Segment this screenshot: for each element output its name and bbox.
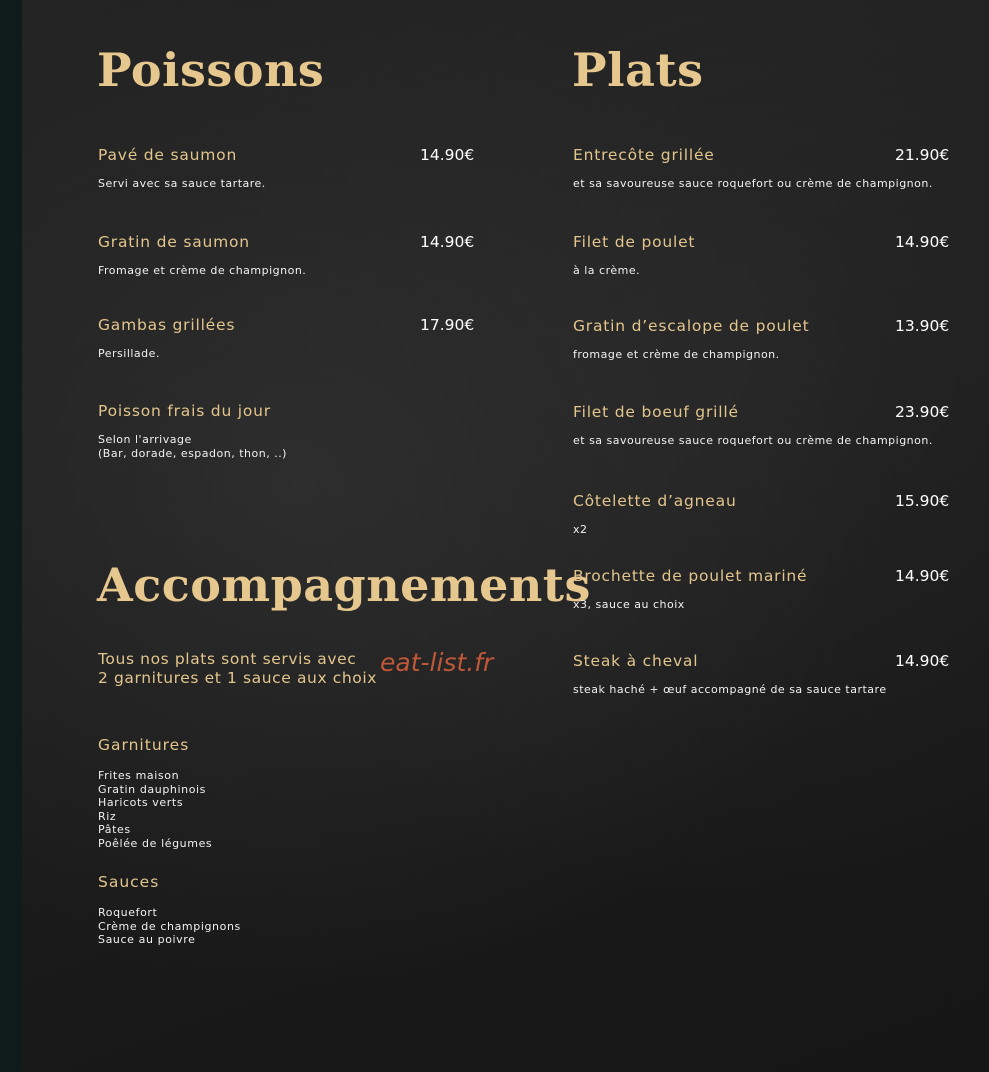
item-description: x2 bbox=[573, 523, 588, 536]
item-name: Gratin d’escalope de poulet bbox=[573, 317, 810, 335]
item-name: Filet de boeuf grillé bbox=[573, 403, 739, 421]
sauces-title: Sauces bbox=[98, 873, 160, 891]
item-description: à la crème. bbox=[573, 264, 641, 277]
item-price: 13.90€ bbox=[895, 317, 950, 335]
left-edge-strip bbox=[0, 0, 22, 1072]
watermark: eat-list.fr bbox=[380, 648, 494, 677]
item-description: Selon l'arrivage (Bar, dorade, espadon, thon, ..) bbox=[98, 433, 287, 460]
item-price: 23.90€ bbox=[895, 403, 950, 421]
list-item: Crème de champignons bbox=[98, 919, 241, 933]
menu-item-cotelette-agneau bbox=[573, 494, 973, 544]
list-item: Riz bbox=[98, 809, 117, 823]
poissons-title: Poissons bbox=[97, 43, 325, 97]
list-item: Pâtes bbox=[98, 823, 131, 837]
item-description: Fromage et crème de champignon. bbox=[98, 264, 307, 277]
item-description: Servi avec sa sauce tartare. bbox=[98, 177, 266, 190]
item-description: steak haché + œuf accompagné de sa sauce tartare bbox=[573, 683, 887, 696]
item-name: Côtelette d’agneau bbox=[573, 492, 737, 510]
accompagnements-intro-line-1: Tous nos plats sont servis avec bbox=[98, 650, 357, 668]
item-name: Poisson frais du jour bbox=[98, 402, 271, 420]
item-description: et sa savoureuse sauce roquefort ou crème de champignon. bbox=[573, 434, 933, 447]
item-name: Steak à cheval bbox=[573, 652, 699, 670]
item-price: 17.90€ bbox=[420, 316, 475, 334]
list-item: Roquefort bbox=[98, 906, 158, 919]
list-item: Sauce au poivre bbox=[98, 933, 196, 947]
item-name: Gambas grillées bbox=[98, 316, 236, 334]
accompagnements-intro-line-2: 2 garnitures et 1 sauce aux choix bbox=[98, 669, 378, 687]
menu-item-entrecote-grillee bbox=[573, 148, 973, 198]
menu-item-gratin-escalope-poulet bbox=[573, 319, 973, 369]
item-price: 14.90€ bbox=[420, 233, 475, 251]
list-item: Haricots verts bbox=[98, 796, 184, 810]
list-item: Poêlée de légumes bbox=[98, 836, 213, 850]
menu-item-pave-de-saumon bbox=[98, 148, 478, 198]
menu-item-filet-de-poulet bbox=[573, 235, 973, 285]
item-price: 14.90€ bbox=[895, 233, 950, 251]
plats-title: Plats bbox=[572, 43, 704, 97]
item-description: et sa savoureuse sauce roquefort ou crème de champignon. bbox=[573, 177, 933, 190]
menu-item-poisson-frais-du-jour bbox=[98, 404, 478, 468]
item-price: 14.90€ bbox=[895, 652, 950, 670]
menu-item-filet-de-boeuf-grille bbox=[573, 405, 973, 455]
list-item: Gratin dauphinois bbox=[98, 782, 207, 796]
item-name: Entrecôte grillée bbox=[573, 146, 715, 164]
garnitures-list bbox=[98, 769, 212, 851]
menu-item-brochette-poulet-marine bbox=[573, 569, 973, 619]
accompagnements-title: Accompagnements bbox=[97, 558, 591, 612]
menu-item-gratin-de-saumon bbox=[98, 235, 478, 285]
item-name: Pavé de saumon bbox=[98, 146, 238, 164]
list-item: Frites maison bbox=[98, 769, 180, 782]
item-price: 15.90€ bbox=[895, 492, 950, 510]
sauces-list bbox=[98, 906, 241, 947]
item-name: Filet de poulet bbox=[573, 233, 696, 251]
menu-item-steak-a-cheval bbox=[573, 654, 973, 704]
menu-item-gambas-grillees bbox=[98, 318, 478, 368]
item-description: fromage et crème de champignon. bbox=[573, 348, 780, 361]
item-name: Brochette de poulet mariné bbox=[573, 567, 808, 585]
item-description: x3, sauce au choix bbox=[573, 598, 685, 611]
item-price: 14.90€ bbox=[895, 567, 950, 585]
item-price: 14.90€ bbox=[420, 146, 475, 164]
item-name: Gratin de saumon bbox=[98, 233, 250, 251]
item-description: Persillade. bbox=[98, 347, 160, 360]
garnitures-title: Garnitures bbox=[98, 736, 190, 754]
item-price: 21.90€ bbox=[895, 146, 950, 164]
